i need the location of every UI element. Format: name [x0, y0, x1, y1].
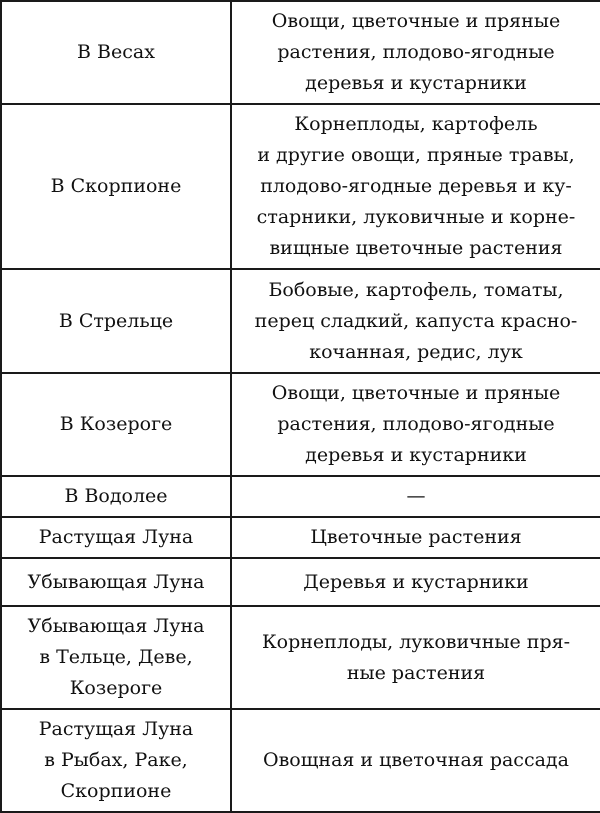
table-row [1, 1, 600, 104]
moon-period-cell: В Стрельце [1, 269, 231, 373]
plants-cell: Деревья и кустарники [231, 558, 600, 606]
plants-cell: Корнеплоды, луковичные пря- ные растения [231, 606, 600, 709]
moon-period-cell: Убывающая Луна в Тельце, Деве, Козероге [1, 606, 231, 709]
plants-cell: Овощи, цветочные и пряные растения, плодово-ягодные деревья и кустарники [231, 373, 600, 476]
table-row [1, 104, 600, 269]
table-row [1, 606, 600, 709]
table-row [1, 558, 600, 606]
table-row [1, 517, 600, 558]
table-row [1, 476, 600, 517]
moon-period-cell: Растущая Луна в Рыбах, Раке, Скорпионе [1, 709, 231, 812]
moon-period-cell: Убывающая Луна [1, 558, 231, 606]
table-row [1, 269, 600, 373]
moon-period-cell: В Водолее [1, 476, 231, 517]
moon-period-cell: В Скорпионе [1, 104, 231, 269]
plants-cell: — [231, 476, 600, 517]
table-row [1, 373, 600, 476]
plants-cell: Бобовые, картофель, томаты, перец сладкий, капуста красно- кочанная, редис, лук [231, 269, 600, 373]
moon-period-cell: В Весах [1, 1, 231, 104]
plants-cell: Корнеплоды, картофель и другие овощи, пряные травы, плодово-ягодные деревья и ку- старники, луковичные и корне- вищные цветочные растения [231, 104, 600, 269]
plants-cell: Овощи, цветочные и пряные растения, плодово-ягодные деревья и кустарники [231, 1, 600, 104]
moon-period-cell: Растущая Луна [1, 517, 231, 558]
moon-period-cell: В Козероге [1, 373, 231, 476]
plants-cell: Цветочные растения [231, 517, 600, 558]
table-row [1, 709, 600, 812]
plants-cell: Овощная и цветочная рассада [231, 709, 600, 812]
